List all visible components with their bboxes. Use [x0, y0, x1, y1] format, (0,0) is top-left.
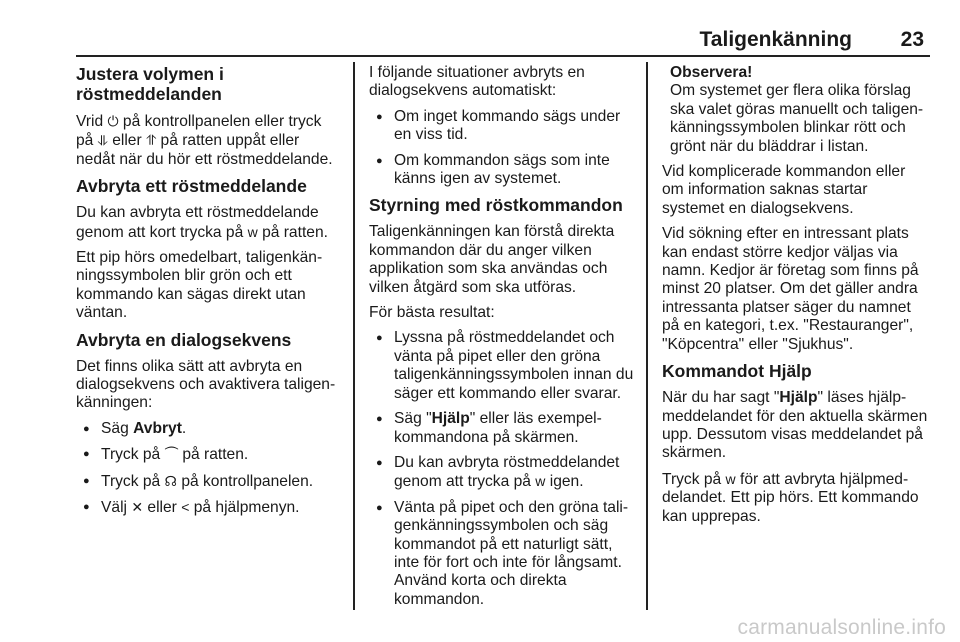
headset-icon: ☊	[164, 472, 177, 489]
paragraph-cancel-message	[76, 204, 342, 242]
paragraph-direct-commands: Taligenkänningen kan förstå direkta kommandon där du anger vilken applikation som ska användas och vilken åtgärd som ska utföras.	[369, 223, 615, 296]
heading-adjust-volume: Justera volymen i röstmeddelanden	[76, 64, 224, 104]
text: Säg	[101, 419, 134, 437]
text-bold: Hjälp	[431, 410, 470, 428]
text: på hjälpmenyn.	[189, 499, 300, 517]
text: .	[181, 419, 187, 437]
list-item	[369, 454, 635, 492]
text: Säg "	[394, 410, 432, 428]
page-footer	[0, 612, 960, 642]
voice-button-icon: w	[535, 473, 546, 490]
text-bold: Avbryt	[133, 419, 182, 437]
text: När du har sagt "	[662, 389, 780, 407]
text: på kontrollpanelen.	[176, 472, 314, 490]
column-1	[76, 64, 342, 525]
text: Vrid	[76, 113, 108, 130]
page-number: 23	[900, 28, 924, 51]
list-item	[76, 420, 342, 438]
list-item	[76, 498, 342, 517]
note-box	[662, 64, 930, 156]
hang-up-icon: ⏜	[164, 446, 179, 463]
text-bold: Hjälp	[779, 389, 818, 407]
text: igen.	[545, 473, 584, 491]
text: för att avbryta hjälpmeddelandet. Ett pip hörs. Ett kommando kan upprepas.	[662, 470, 919, 525]
paragraph-volume	[76, 112, 342, 169]
close-icon: ✕	[131, 499, 144, 516]
list-best-results	[369, 329, 635, 609]
list-item	[369, 410, 635, 447]
voice-button-icon: w	[247, 223, 258, 240]
text: på ratten.	[257, 223, 328, 241]
column-2	[369, 64, 635, 616]
paragraph-best-results: För bästa resultat:	[369, 304, 495, 322]
list-item	[76, 445, 342, 464]
paragraph-cancel-help	[662, 470, 930, 526]
volume-down-icon: ⥣	[146, 132, 157, 149]
heading-help-command: Kommandot Hjälp	[662, 361, 812, 382]
column-divider-1	[353, 62, 355, 610]
header-rule	[76, 55, 930, 57]
text: " eller läs exempelkommandona på skärmen.	[394, 410, 602, 446]
column-divider-2	[646, 62, 648, 610]
text: Du kan avbryta röstmeddelandet genom att trycka på	[394, 453, 620, 491]
text: Tryck på	[101, 446, 165, 464]
text: på ratten.	[178, 446, 249, 464]
text: Du kan avbryta ett röstmeddelande genom att kort trycka på	[76, 204, 319, 241]
heading-voice-commands: Styrning med röstkommandon	[369, 195, 623, 216]
column-3	[662, 64, 930, 533]
heading-cancel-dialog: Avbryta en dialogsekvens	[76, 329, 292, 350]
paragraph-auto-cancel: I följande situationer avbryts en dialogsekvens automatiskt:	[369, 64, 585, 100]
paragraph-beep: Ett pip hörs omedelbart, taligenkänningssymbolen blir grön och ett kommando kan sägas direkt utan väntan.	[76, 249, 323, 322]
text: på kontrollpanelen eller tryck på	[76, 113, 322, 150]
back-icon: <	[181, 499, 190, 516]
text: eller	[107, 132, 147, 150]
list-item: ● Om inget kommando sägs under en viss tid.	[369, 108, 635, 145]
volume-up-icon: ⥥	[97, 132, 108, 149]
note-title: Observera!	[670, 64, 753, 81]
list-cancel-ways	[76, 420, 342, 518]
page-title: Taligenkänning	[699, 28, 852, 51]
watermark: carmanualsonline.info	[737, 616, 946, 639]
list-item: ● Vänta på pipet och den gröna taligenkänningssymbolen och säg kommandot på ett naturligt sätt, inte för fort och inte för långsamt. Använd korta och direkta kommandon.	[369, 499, 635, 609]
voice-button-icon: w	[725, 470, 736, 487]
text: " läses hjälpmeddelandet för den aktuella skärmen upp. Dessutom visas meddelandet på skärmen.	[662, 389, 928, 462]
list-item: ● Lyssna på röstmeddelandet och vänta på pipet eller den gröna taligenkänningssymbolen innan du säger ett kommando eller svarar.	[369, 329, 635, 403]
paragraph-cancel-ways: Det finns olika sätt att avbryta en dialogsekvens och avaktivera taligenkänningen:	[76, 357, 336, 412]
list-item	[76, 472, 342, 491]
text: på ratten uppåt eller nedåt när du hör ett röstmeddelande.	[76, 132, 333, 168]
list-item: ● Om kommandon sägs som inte känns igen av systemet.	[369, 152, 635, 189]
paragraph-poi-search: Vid sökning efter en intressant plats kan endast större kedjor väljas via namn. Kedjor är företag som finns på minst 20 platser. Om det gäller andra intressanta platser säger du namnet på en kategori, t.ex. "Restauranger", "Köpcentra" eller "Sjukhus".	[662, 225, 919, 353]
text: eller	[143, 499, 182, 517]
knob-icon: ⏻	[107, 113, 119, 129]
text: Välj	[101, 499, 132, 517]
paragraph-help	[662, 389, 930, 463]
list-auto-cancel	[369, 108, 635, 189]
text: Tryck på	[101, 472, 165, 490]
text: Tryck på	[662, 470, 726, 488]
page-header	[0, 0, 960, 56]
heading-cancel-voice-message: Avbryta ett röstmeddelande	[76, 176, 307, 197]
note-text: Om systemet ger flera olika förslag ska valet göras manuellt och taligenkänningssymbolen blinkar rött och grönt när du bläddrar i listan.	[670, 82, 924, 155]
paragraph-complex-commands: Vid komplicerade kommandon eller om information saknas startar systemet en dialogsekvens.	[662, 163, 906, 217]
